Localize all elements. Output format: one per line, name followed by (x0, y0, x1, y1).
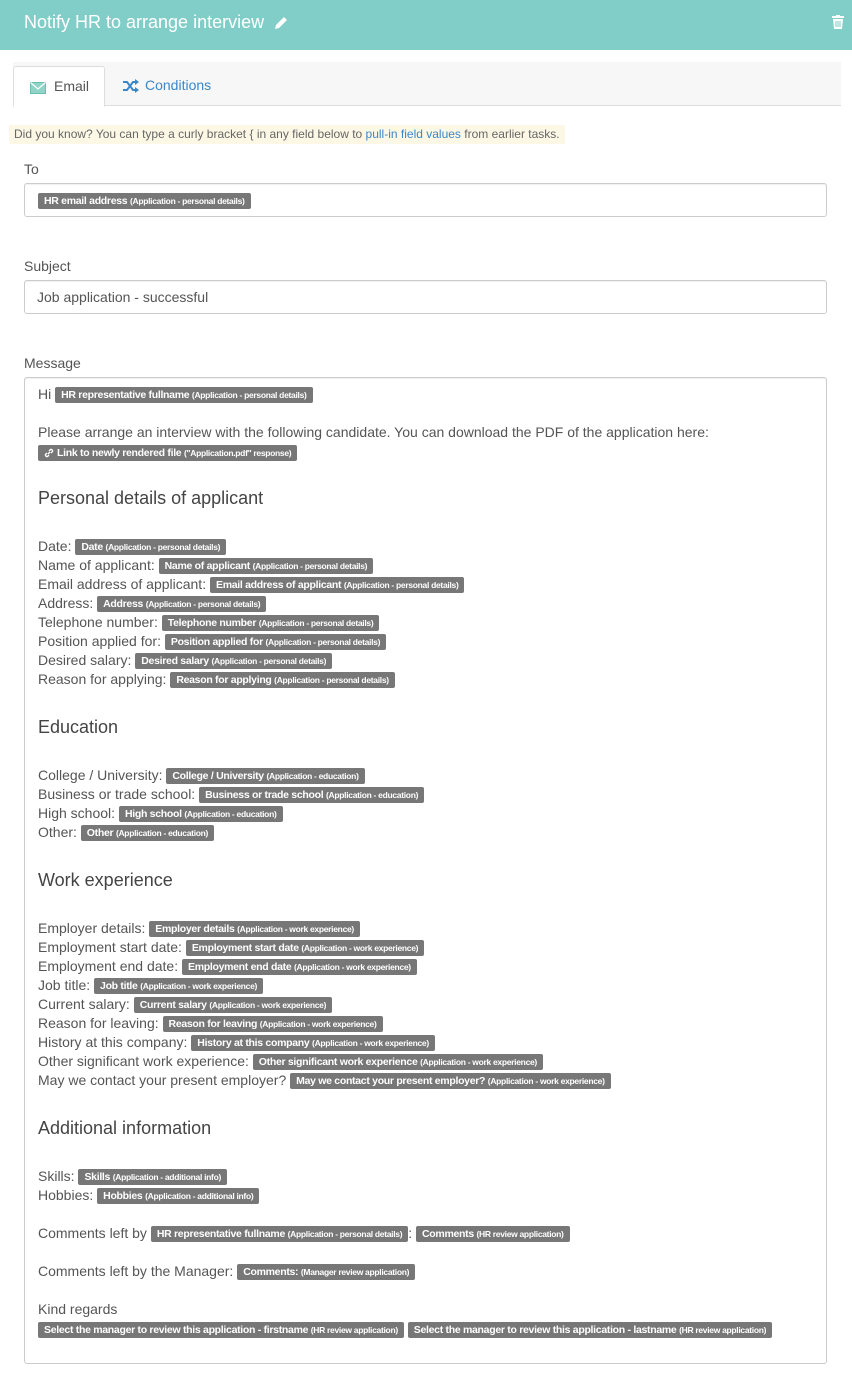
pill-source: (Application - personal details) (211, 656, 327, 666)
field-row-label: Position applied for: (38, 633, 161, 649)
pill-source: (Application - work experience) (140, 981, 258, 991)
field-row (38, 652, 332, 669)
pill-source: (Manager review application) (300, 1267, 410, 1277)
pill-source: (HR review application) (310, 1325, 398, 1335)
pill-name: Job title (100, 980, 138, 992)
pill-source: (Application - education) (325, 790, 419, 800)
field-row (38, 538, 226, 555)
field-row (38, 1072, 611, 1089)
greeting-line (38, 386, 313, 403)
pill-source: ("Application.pdf" response) (183, 448, 292, 458)
pill-source: (Application - education) (184, 809, 277, 819)
pill-name: Other (86, 827, 114, 839)
field-row-label: Other significant work experience: (38, 1053, 249, 1069)
pill-name: Select the manager to review this application - lastname (413, 1324, 677, 1336)
field-row (38, 1015, 383, 1032)
field-row-label: History at this company: (38, 1034, 188, 1050)
field-pill[interactable] (408, 1322, 772, 1338)
field-pill[interactable] (94, 978, 263, 994)
field-row (38, 786, 424, 803)
pill-name: Email address of applicant (215, 579, 342, 591)
pill-name: HR email address (44, 195, 128, 207)
comments-manager-line (38, 1263, 415, 1280)
pdf-link-pill[interactable] (38, 445, 297, 461)
to-label: To (24, 161, 39, 177)
subject-label: Subject (24, 258, 71, 274)
pill-name: Reason for applying (176, 674, 272, 686)
pill-source: (Application - additional info) (145, 1191, 254, 1201)
greeting-text: Hi (38, 386, 52, 402)
field-row-label: College / University: (38, 767, 163, 783)
field-row (38, 1053, 543, 1070)
pill-name: High school (124, 808, 182, 820)
field-pill[interactable] (163, 1016, 383, 1032)
pill-source: (Application - personal details) (258, 618, 374, 628)
field-pill[interactable] (78, 1169, 227, 1185)
pill-source: (Application - personal details) (343, 580, 459, 590)
pill-name: Business or trade school (205, 789, 324, 801)
additional-info-heading: Additional information (38, 1118, 212, 1138)
pill-name: HR representative fullname (156, 1228, 285, 1240)
pill-source: (Application - personal details) (145, 599, 261, 609)
closing-text: Kind regards (38, 1301, 118, 1317)
field-row (38, 939, 424, 956)
field-pill[interactable] (191, 1035, 435, 1051)
field-pill[interactable] (55, 387, 312, 403)
field-pill[interactable] (134, 997, 332, 1013)
pill-source: (Application - personal details) (287, 1229, 403, 1239)
pill-name: Link to newly rendered file (57, 447, 182, 459)
field-row-label: Email address of applicant: (38, 576, 207, 592)
pill-name: HR representative fullname (61, 389, 190, 401)
field-row (38, 920, 360, 937)
field-row (38, 671, 395, 688)
pill-source: (HR review application) (476, 1229, 564, 1239)
pill-name: Comments: (243, 1266, 299, 1278)
field-row-label: Other: (38, 824, 77, 840)
field-row-label: Reason for leaving: (38, 1015, 159, 1031)
tab-email-label: Email (54, 78, 90, 94)
field-pill[interactable] (75, 539, 226, 555)
pill-name: College / University (172, 770, 264, 782)
pill-name: Desired salary (141, 655, 209, 667)
field-row-label: Desired salary: (38, 652, 132, 668)
field-pill[interactable] (38, 193, 251, 209)
pill-name: Employment start date (191, 942, 299, 954)
pill-source: (Application - work experience) (259, 1019, 377, 1029)
field-pill[interactable] (210, 577, 464, 593)
tip-text-before: Did you know? You can type a curly bracket { in any field below to (14, 127, 366, 141)
field-pill[interactable] (135, 653, 332, 669)
pill-source: (Application - work experience) (312, 1038, 429, 1048)
field-pill[interactable] (149, 921, 360, 937)
pill-source: (Application - education) (266, 771, 359, 781)
to-field[interactable] (24, 183, 827, 217)
field-pill[interactable] (416, 1226, 570, 1242)
subject-input[interactable]: Job application - successful (24, 280, 827, 314)
field-row-label: Current salary: (38, 996, 130, 1012)
field-row-label: Business or trade school: (38, 786, 196, 802)
envelope-icon (30, 82, 46, 94)
field-pill[interactable] (166, 768, 364, 784)
field-pill[interactable] (253, 1054, 543, 1070)
field-pill[interactable] (186, 940, 424, 956)
tip-banner (9, 125, 565, 144)
field-pill[interactable] (159, 558, 374, 574)
field-row-label: Employment start date: (38, 939, 182, 955)
pill-source: (Application - personal details) (252, 561, 368, 571)
field-row-label: Name of applicant: (38, 557, 155, 573)
tab-bar (13, 62, 841, 106)
field-row-label: Hobbies: (38, 1187, 94, 1203)
pill-name: Employment end date (187, 961, 292, 973)
field-pill[interactable] (290, 1073, 610, 1089)
field-row (38, 1187, 259, 1204)
field-row (38, 824, 214, 841)
pill-source: (Application - additional info) (112, 1172, 221, 1182)
comments-hr-label: Comments left by (38, 1225, 147, 1241)
tip-text-after: from earlier tasks. (460, 127, 560, 141)
pill-source: (Application - personal details) (129, 196, 245, 206)
field-row (38, 595, 266, 612)
intro-text: Please arrange an interview with the following candidate. You can download the PDF of the application here: (38, 424, 709, 440)
pill-name: Date (81, 541, 103, 553)
field-row (38, 1168, 227, 1185)
pill-name: Select the manager to review this application - firstname (44, 1324, 309, 1336)
field-row-label: Telephone number: (38, 614, 158, 630)
pill-name: Reason for leaving (168, 1018, 258, 1030)
field-row-label: Reason for applying: (38, 671, 167, 687)
field-pill[interactable] (182, 959, 417, 975)
field-row-label: High school: (38, 805, 116, 821)
field-row (38, 1034, 435, 1051)
pill-name: May we contact your present employer? (296, 1075, 486, 1087)
pill-name: Hobbies (103, 1190, 143, 1202)
field-row-label: Date: (38, 538, 72, 554)
field-row (38, 576, 464, 593)
field-pill[interactable] (97, 1188, 259, 1204)
comments-manager-label: Comments left by the Manager: (38, 1263, 234, 1279)
field-pill[interactable] (170, 672, 394, 688)
field-row-label: Address: (38, 595, 94, 611)
field-pill[interactable] (119, 806, 283, 822)
field-row-label: May we contact your present employer? (38, 1072, 287, 1088)
field-pill[interactable] (165, 634, 386, 650)
task-header (0, 0, 852, 50)
pdf-link-line (38, 444, 297, 461)
task-title[interactable]: Notify HR to arrange interview (24, 12, 265, 32)
field-pill[interactable] (81, 825, 214, 841)
field-row-label: Employment end date: (38, 958, 179, 974)
education-heading: Education (38, 717, 119, 737)
field-row (38, 557, 373, 574)
field-pill[interactable] (237, 1264, 415, 1280)
pill-source: (Application - work experience) (294, 962, 411, 972)
pill-name: Comments (422, 1228, 474, 1240)
shuffle-icon (123, 79, 139, 93)
trash-icon[interactable] (832, 15, 844, 29)
tab-conditions[interactable] (109, 66, 239, 107)
field-row (38, 614, 379, 631)
pill-source: (Application - personal details) (105, 542, 221, 552)
pull-in-field-values-link[interactable]: pull-in field values (365, 127, 461, 141)
field-pill[interactable] (97, 596, 266, 612)
pill-name: History at this company (197, 1037, 310, 1049)
pill-source: (Application - personal details) (191, 390, 307, 400)
message-editor[interactable] (24, 377, 827, 1364)
pill-source: (Application - work experience) (209, 1000, 327, 1010)
pill-name: Address (103, 598, 144, 610)
field-pill[interactable] (151, 1226, 408, 1242)
work-experience-heading: Work experience (38, 870, 173, 890)
pill-name: Other significant work experience (258, 1056, 418, 1068)
field-pill[interactable] (162, 615, 380, 631)
field-row (38, 633, 386, 650)
pill-name: Position applied for (170, 636, 263, 648)
tab-conditions-label: Conditions (145, 77, 212, 93)
comments-hr-line (38, 1225, 570, 1242)
pill-name: Skills (84, 1171, 111, 1183)
field-row (38, 977, 263, 994)
signature-line (38, 1321, 772, 1338)
field-pill[interactable] (199, 787, 424, 803)
pill-source: (Application - work experience) (487, 1076, 605, 1086)
comments-hr-separator: : (408, 1225, 413, 1241)
pill-name: Name of applicant (164, 560, 250, 572)
personal-details-heading: Personal details of applicant (38, 488, 264, 508)
field-pill[interactable] (38, 1322, 404, 1338)
pill-source: (Application - personal details) (265, 637, 381, 647)
message-label: Message (24, 355, 81, 371)
field-row-label: Skills: (38, 1168, 75, 1184)
pencil-icon[interactable] (273, 15, 289, 31)
pill-source: (Application - work experience) (420, 1057, 537, 1067)
field-row (38, 767, 365, 784)
pill-name: Current salary (139, 999, 207, 1011)
pill-source: (Application - work experience) (237, 924, 354, 934)
field-row (38, 805, 283, 822)
field-row-label: Employer details: (38, 920, 146, 936)
field-row-label: Job title: (38, 977, 91, 993)
pill-source: (Application - personal details) (274, 675, 389, 685)
tab-email[interactable] (13, 66, 105, 107)
pill-source: (Application - work experience) (301, 943, 419, 953)
field-row (38, 958, 417, 975)
pill-name: Employer details (155, 923, 235, 935)
pill-source: (HR review application) (679, 1325, 767, 1335)
field-row (38, 996, 332, 1013)
link-icon (44, 448, 54, 458)
pill-name: Telephone number (167, 617, 257, 629)
pill-source: (Application - education) (115, 828, 209, 838)
